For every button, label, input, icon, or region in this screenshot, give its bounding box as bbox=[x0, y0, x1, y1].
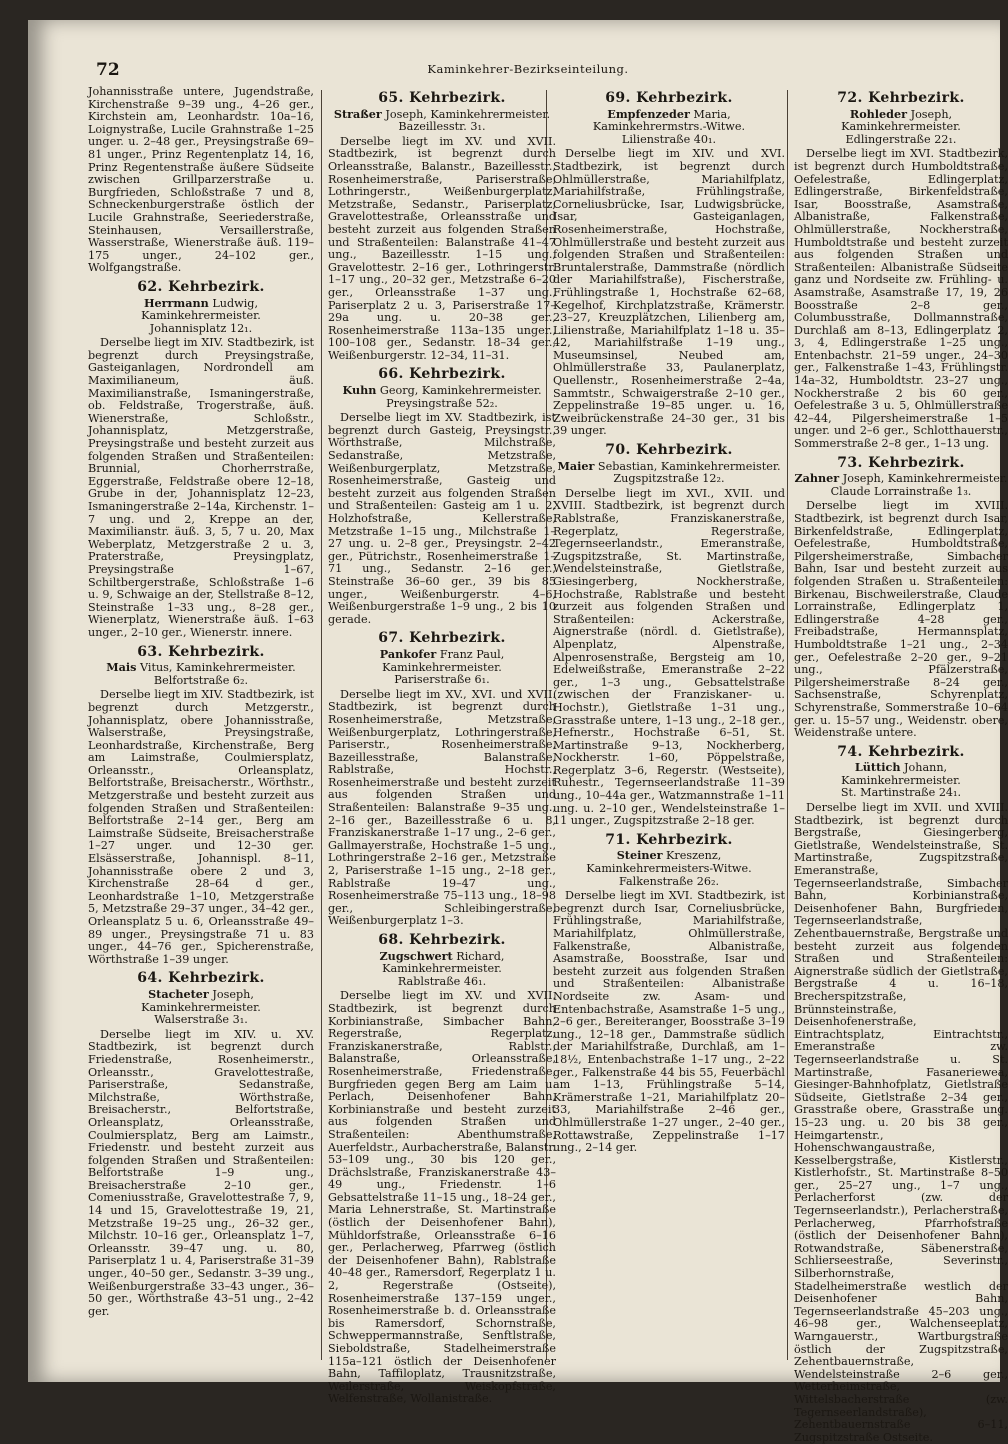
district-owner bbox=[553, 849, 785, 875]
owner-details: Georg, Kaminkehrermeister. bbox=[379, 384, 542, 398]
district-title: 72. Kehrbezirk. bbox=[837, 90, 965, 106]
district-64 bbox=[88, 972, 314, 1318]
text-column-4 bbox=[794, 86, 1008, 1444]
owner-details: Franz Paul, Kaminkehrermeister. bbox=[382, 647, 505, 674]
owner-surname: Stacheter bbox=[148, 986, 209, 1001]
district-description: Derselbe liegt im XIV. und XVI. Stadtbezirk, ist begrenzt durch Ohlmüllerstraße, Mariahilfplatz, Mariahilfstraße, Frühlingstraße, Corneliusbrücke, Isar, Ludwigsbrücke, Isar, Gasteiganlagen, Rosenheimerstraße, Hochstraße, Ohlmüllerstraße und besteht zurzeit aus folgenden Straßen und Straßenteilen: Bruntalerstraße, Dammstraße (nördlich der Mariahilfstraße), Fischerstraße, Frühlingstraße 1, Hochstraße 62–68, Kegelhof, Kirchplatzstraße, Krämerstr. 23–27, Kreuzplätzchen, Lilienberg am, Lilienstraße, Mariahilfplatz 1–18 u. 35–42, Mariahilfstraße 1–19 ung., Museumsinsel, Neubed am, Ohlmüllerstraße 33, Paulanerplatz, Quellenstr., Rosenheimerstraße 2–4a, Sammtstr., Schwaigerstraße 2–10 ger., Zeppelinstraße 19–85 unger. u. 16, Zweibrückenstraße 24–30 ger., 31 bis 39 unger. bbox=[553, 147, 785, 438]
district-69 bbox=[553, 92, 785, 438]
owner-details: Sebastian, Kaminkehrermeister. bbox=[597, 459, 781, 473]
district-description: Derselbe liegt im XVI. Stadtbezirk, ist begrenzt durch Humboldtstraße, Oefelestraße, Edlingerplatz, Edlingerstraße, Birkenfeldstraße, Isar, Boosstraße, Asamstraße, Albanistraße, Falkenstraße, Ohlmüllerstraße, Nockherstraße, Humboldtstraße und besteht zurzeit aus folgenden Straßen und Straßenteilen: Albanistraße Südseite ganz und Nordseite zw. Frühling- u. Asamstraße, Asamstraße 17, 19, 26 Boosstraße 2–8 ger., Columbusstraße, Dollmannstraße, Durchlaß am 8–13, Edlingerplatz 2, 3, 4, Edlingerstraße 1–25 ung., Entenbachstr. 21–59 unger., 24–30 ger., Falkenstraße 1–43, Frühlingstr. 14a–32, Humboldtstr. 23–27 ung., Nockherstraße 2 bis 60 ger., Oefelestraße 3 u. 5, Ohlmüllerstraße 42–44, Pilgersheimerstraße 1–5 unger. und 2–6 ger., Schlotthauerstr., Sommerstraße 2–8 ger., 1–13 ung. bbox=[794, 147, 1008, 451]
district-owner bbox=[88, 297, 314, 323]
district-address: Belfortstraße 6₂. bbox=[153, 673, 249, 687]
district-description: Derselbe liegt im XVI., XVII. und XVIII. Stadtbezirk, ist begrenzt durch Rablstraße, Franziskanerstraße, Regerplatz, Regerstraße, Tegernseerlandstr., Emeranstraße, Zugspitzstraße, St. Martinstraße, Wendelsteinstraße, Gietlstraße, Giesingerberg, Nockherstraße, Hochstraße, Rablstraße und besteht zurzeit aus folgenden Straßen und Straßenteilen: Ackerstraße, Aignerstraße (nördl. d. Gietlstraße), Alpenplatz, Alpenstraße, Alpenrosenstraße, Bergsteig am 10, Edelweißstraße, Emeranstraße 2–22 ger., 1–3 ung., Gebsattelstraße (zwischen der Franziskaner- u. Hochstr.), Gietlstraße 1–31 ung., Grasstraße untere, 1–13 ung., 2–18 ger., Hefnerstr., Hochstraße 6–51, St. Martinstraße 9–13, Nockherberg, Nockherstr. 1–60, Pöppelstraße, Regerplatz 3–6, Regerstr. (Westseite), Ruhestr., Tegernseerlandstraße 11–39 ung., 10–44a ger., Watzmannstraße 1–11 ung. u. 2–10 ger., Wendelsteinstraße 1–11 unger., Zugspitzstraße 2–18 ger. bbox=[553, 486, 785, 828]
district-title: 74. Kehrbezirk. bbox=[837, 743, 965, 760]
district-description: Derselbe liegt im XVIII. Stadtbezirk, ist begrenzt durch Isar, Birkenfeldstraße, Edlingerplatz, Oefelestraße, Humboldtstraße, Pilgersheimerstraße, Simbacher Bahn, Isar und besteht zurzeit aus folgenden Straßen u. Straßenteilen: Birkenau, Bischweilerstraße, Claude Lorrainstraße, Edlingerplatz 1, Edlingerstraße 4–28 ger., Freibadstraße, Hermannsplatz, Humboldtstraße 1–21 ung., 2–34 ger., Oefelestraße 2–20 ger., 9–21 ung., Pfälzerstraße, Pilgersheimerstraße 8–24 ger., Sachsenstraße, Schyrenplatz, Schyrenstraße, Sommerstraße 10–64 ger. u. 15–57 ung., Weidenstr. obere, Weidenstraße untere. bbox=[794, 499, 1008, 740]
district-description: Derselbe liegt im XV. und XVII. Stadtbezirk, ist begrenzt durch Korbinianstraße, Simbacher Bahn, Regerstraße, Regerplatz, Franziskanerstraße, Rablstr., Balanstraße, Orleansstraße, Rosenheimerstraße, Friedenstraße, Burgfrieden gegen Berg am Laim u. Perlach, Deisenhofener Bahn, Korbinianstraße und besteht zurzeit aus folgenden Straßen und Straßenteilen: Abenthumstraße, Auerfeldstr., Aurbacherstraße, Balanstr. 53–109 ung., 30 bis 120 ger., Drächslstraße, Franziskanerstraße 43–49 ung., Friedenstr. 1–6 Gebsattelstraße 11–15 ung., 18–24 ger., Maria Lehnerstraße, St. Martinstraße (östlich der Deisenhofener Bahn), Mühldorfstraße, Orleansstraße 6–16 ger., Perlacherweg, Pfarrweg (östlich der Deisenhofener Bahn), Rablstraße 40–48 ger., Ramersdorf, Regerplatz 1 u. 2, Regerstraße (Ostseite), Rosenheimerstraße 137–159 unger., Rosenheimerstraße b. d. Orleansstraße bis Ramersdorf, Schornstraße, Schweppermannstraße, Senftlstraße, Sieboldstraße, Stadelheimerstraße 115a–121 östlich der Deisenhofener Bahn, Taffiloplatz, Trausnitzstraße, Weilerstraße, Weiskopfstraße, Welfenstraße, Wollanistraße. bbox=[328, 989, 556, 1406]
district-73 bbox=[794, 454, 1008, 740]
owner-surname: Maier bbox=[557, 458, 595, 473]
district-title: 71. Kehrbezirk. bbox=[605, 831, 733, 848]
district-description: Derselbe liegt im XVII. und XVIII. Stadtbezirk, ist begrenzt durch Bergstraße, Giesingerberg, Gietlstraße, Wendelsteinstraße, St. Martinstraße, Zugspitzstraße, Emeranstraße, Tegernseerlandstraße, Simbacher Bahn, Korbinianstraße, Deisenhofener Bahn, Burgfrieden, Tegernseerlandstraße, Zehentbauernstraße, Bergstraße und besteht zurzeit aus folgenden Straßen und Straßenteilen: Aignerstraße südlich der Gietlstraße, Bergstraße 4 u. 16–18, Brecherspitzstraße, Brünnsteinstraße, Deisenhofenerstraße, Eintrachtsplatz, Eintrachtstr., Emeranstraße zw. Tegernseerlandstraße u. St. Martinstraße, Fasaneriewea, Giesinger-Bahnhofplatz, Gietlstraße Südseite, Gietlstraße 2–34 ger., Grasstraße obere, Grasstraße ung. 15–23 ung. u. 20 bis 38 ger., Heimgartenstr., Hohenschwangaustraße, Kesselbergstraße, Kistlerstr., Kistlerhofstr., St. Martinstraße 8–50 ger., 25–27 ung., 1–7 ung., Perlacherforst (zw. der Tegernseerlandstr.), Perlacherstraße, Perlacherweg, Pfarrhofstraße (östlich der Deisenhofener Bahn), Rotwandstraße, Säbenerstraße, Schlierseestraße, Severinstr., Silberhornstraße, Stadelheimerstraße westlich der Deisenhofener Bahn, Tegernseerlandstraße 45–203 ung., 46–98 ger., Walchenseeplatz, Warngauerstr., Wartburgstraße östlich der Zugspitzstraße, Zehentbauernstraße, Wendelsteinstraße 2–6 ger., Wetterheimstraße, Wittelsbacherstraße (zw. Tegernseerlandstraße), Zehentbauernstraße 6–11, Zugspitzstraße Ostseite. bbox=[794, 801, 1008, 1444]
district-68 bbox=[328, 934, 556, 1406]
owner-surname: Steiner bbox=[616, 848, 663, 863]
district-address: Zugspitzstraße 12₂. bbox=[613, 472, 725, 486]
district-70 bbox=[553, 444, 785, 828]
district-address: Edlingerstraße 22₁. bbox=[845, 132, 957, 146]
district-owner bbox=[794, 108, 1008, 134]
running-head: Kaminkehrer-Bezirkseinteilung. bbox=[427, 62, 629, 76]
district-72 bbox=[794, 92, 1008, 451]
owner-surname: Zahner bbox=[794, 471, 840, 486]
text-column-3 bbox=[553, 86, 785, 1376]
owner-details: Maria, Kaminkehrermstrs.-Witwe. bbox=[592, 107, 746, 134]
owner-details: Johann, Kaminkehrermeister. bbox=[841, 761, 961, 787]
owner-surname: Mais bbox=[106, 660, 137, 675]
continuation-text: Johannisstraße untere, Jugendstraße, Kirchenstraße 9–39 ung., 4–26 ger., Kirchstein am, Leonhardstr. 10a–16, Loignystraße, Lucile Grahnstraße 1–25 unger. u. 2–48 ger., Preysingstraße 69–81 unger., Prinz Regentenplatz 14, 16, Prinz Regentenstraße äußere Südseite zwischen Grillparzerstraße u. Burgfrieden, Schloßstraße 7 und 8, Schneckenburgerstraße östlich der Lucile Grahnstraße, Seeriederstraße, Steinhausen, Versaillerstraße, Wasserstraße, Wienerstraße äuß. 119–175 unger., 24–102 ger., Wolfgangstraße. bbox=[88, 85, 314, 275]
owner-surname: Zugschwert bbox=[379, 948, 453, 963]
district-title: 69. Kehrbezirk. bbox=[605, 90, 733, 106]
district-address: Johannisplatz 12₁. bbox=[149, 321, 253, 335]
district-address: Bazeillesstr. 3₁. bbox=[398, 120, 486, 134]
owner-surname: Empfenzeder bbox=[607, 106, 690, 121]
district-74 bbox=[794, 743, 1008, 1444]
owner-surname: Kuhn bbox=[342, 383, 377, 398]
district-title: 62. Kehrbezirk. bbox=[137, 278, 265, 295]
owner-details: Vitus, Kaminkehrermeister. bbox=[140, 661, 296, 675]
district-65 bbox=[328, 92, 556, 362]
district-owner bbox=[794, 761, 1008, 787]
owner-details: Kreszenz, Kaminkehrermeisters-Witwe. bbox=[586, 849, 752, 876]
district-description: Derselbe liegt im XV. und XVII. Stadtbezirk, ist begrenzt durch Orleansstraße, Balanstr., Bazeillesstr., Rosenheimerstraße, Pariserstraße, Lothringerstr., Weißenburgerplatz, Metzstraße, Sedanstr., Pariserplatz, Gravelottestraße, Orleansstraße und besteht zurzeit aus folgenden Straßen und Straßenteilen: Balanstraße 41–47 ung., Bazeillesstr. 1–15 ung., Gravelottestr. 2–16 ger., Lothringerstr. 1–17 ung., 20–32 ger., Metzstraße 6–20 ger., Orleansstraße 1–37 ung., Pariserplatz 2 u. 3, Pariserstraße 17–29a ung. u. 20–38 ger., Rosenheimerstraße 113a–135 unger., 100–108 ger., Sedanstr. 18–34 ger., Weißenburgerstr. 12–34, 11–31. bbox=[328, 134, 556, 362]
district-owner bbox=[328, 108, 556, 122]
owner-surname: Pankofer bbox=[379, 646, 437, 661]
district-description: Derselbe liegt im XVI. Stadtbezirk, ist begrenzt durch Isar, Corneliusbrücke, Frühlingstraße, Mariahilfstraße, Mariahilfplatz, Ohlmüllerstraße, Falkenstraße, Albanistraße, Asamstraße, Boosstraße, Isar und besteht zurzeit aus folgenden Straßen und Straßenteilen: Albanistraße Nordseite zw. Asam- und Entenbachstraße, Asamstraße 1–5 ung., 2–6 ger., Bereiteranger, Boosstraße 3–19 ung., 12–18 ger., Dammstraße südlich der Mariahilfstraße, Durchlaß, am 1–18½, Entenbachstraße 1–17 ung., 2–22 ger., Falkenstraße 44 bis 55, Feuerbächl am 1–13, Frühlingstraße 5–14, Krämerstraße 1–21, Mariahilfplatz 20–33, Mariahilfstraße 2–46 ger., Ohlmüllerstraße 1–27 unger., 2–40 ger., Rottawstraße, Zeppelinstraße 1–17 ung., 2–14 ger. bbox=[553, 889, 785, 1155]
owner-details: Joseph, Kaminkehrermeister. bbox=[141, 987, 261, 1014]
text-column-1 bbox=[88, 86, 314, 1376]
district-description: Derselbe liegt im XV., XVI. und XVII. Stadtbezirk, ist begrenzt durch Rosenheimerstraße, Metzstraße, Weißenburgerplatz, Lothringerstraße, Pariserstr., Rosenheimerstraße, Bazeillesstraße, Balanstraße, Rablstraße, Hochstr., Rosenheimerstraße und besteht zurzeit aus folgenden Straßen und Straßenteilen: Balanstraße 9–35 ung., 2–16 ger., Bazeillesstraße 6 u. 8, Franziskanerstraße 1–17 ung., 2–6 ger., Gallmayerstraße, Hochstraße 1–5 ung., Lothringerstraße 2–16 ger., Metzstraße 2, Pariserstraße 1–15 ung., 2–18 ger., Rablstraße 19–47 ung., Rosenheimerstraße 75–113 ung., 18–98 ger., Schleibingerstraße, Weißenburgerplatz 1–3. bbox=[328, 687, 556, 928]
owner-surname: Straßer bbox=[333, 106, 382, 121]
text-column-2 bbox=[328, 86, 556, 1406]
owner-details: Joseph, Kaminkehrermeister. bbox=[841, 107, 961, 134]
book-page bbox=[28, 20, 1008, 1444]
owner-details: Richard, Kaminkehrermeister. bbox=[382, 949, 505, 976]
district-description: Derselbe liegt im XIV. Stadtbezirk, ist begrenzt durch Preysingstraße, Gasteiganlagen, Nordrondell am Maximilianeum, äuß. Maximilianstraße, Ismaningerstraße, ob. Feldstraße, Trogerstraße, äuß. Wienerstraße, Schloßstr., Johannisplatz, Metzgerstraße, Preysingstraße und besteht zurzeit aus folgenden Straßen und Straßenteilen: Brunnial, Chorherrstraße, Eggerstraße, Feldstraße obere 12–18, Grube in der, Johannisplatz 12–23, Ismaningerstraße 2–14a, Kirchenstr. 1–7 ung. und 2, Kreppe an der, Maximilianstr. äuß. 3, 5, 7 u. 20, Max Weberplatz, Metzgerstraße 2 u. 3, Praterstraße, Preysingplatz, Preysingstraße 1–67, Schiltbergerstraße, Schloßstraße 1–6 u. 9, Schwaige an der, Stellstraße 8–12, Steinstraße 1–33 ung., 8–28 ger., Wienerplatz, Wienerstraße äuß. 1–63 unger., 2–10 ger., Wienerstr. innere. bbox=[88, 336, 314, 639]
district-owner bbox=[328, 648, 556, 674]
district-62 bbox=[88, 278, 314, 640]
district-title: 64. Kehrbezirk. bbox=[137, 970, 265, 987]
district-71 bbox=[553, 831, 785, 1155]
district-title: 67. Kehrbezirk. bbox=[378, 630, 506, 647]
owner-surname: Herrmann bbox=[143, 295, 209, 310]
district-title: 73. Kehrbezirk. bbox=[837, 454, 965, 471]
owner-details: Ludwig, Kaminkehrermeister. bbox=[141, 296, 261, 323]
district-address: St. Martinstraße 24₁. bbox=[840, 786, 962, 800]
district-address: Preysingstraße 52₂. bbox=[386, 396, 498, 410]
district-address: Rablstraße 46₁. bbox=[397, 974, 487, 988]
district-owner bbox=[553, 108, 785, 134]
district-address: Walserstraße 3₁. bbox=[154, 1013, 248, 1027]
district-owner bbox=[88, 661, 314, 675]
district-address: Claude Lorrainstraße 1₃. bbox=[830, 484, 972, 498]
district-description: Derselbe liegt im XV. Stadtbezirk, ist begrenzt durch Gasteig, Preysingstr., Wörthstraße, Milchstraße, Sedanstraße, Metzstraße, Weißenburgerplatz, Metzstraße, Rosenheimerstraße, Gasteig und besteht zurzeit aus folgenden Straßen und Straßenteilen: Gasteig am 1 u. 2, Holzhofstraße, Kellerstraße, Metzstraße 1–15 ung., Milchstraße 1–27 ung. u. 2–8 ger., Preysingstr. 2–42 ger., Pütrichstr., Rosenheimerstraße 1–71 ung., Sedanstr. 2–16 ger., Steinstraße 36–60 ger., 39 bis 85 unger., Weißenburgerstr. 4–6, Weißenburgerstraße 1–9 ung., 2 bis 10 gerade. bbox=[328, 411, 556, 626]
district-title: 66. Kehrbezirk. bbox=[378, 366, 506, 383]
district-67 bbox=[328, 632, 556, 928]
district-owner bbox=[328, 950, 556, 976]
district-title: 70. Kehrbezirk. bbox=[605, 442, 733, 459]
owner-surname: Lüttich bbox=[854, 760, 901, 775]
column-rule bbox=[321, 90, 322, 1360]
district-63 bbox=[88, 643, 314, 967]
district-owner bbox=[553, 460, 785, 474]
page-number: 72 bbox=[96, 60, 120, 80]
district-address: Lilienstraße 40₁. bbox=[621, 132, 717, 146]
owner-surname: Rohleder bbox=[849, 106, 908, 121]
district-owner bbox=[794, 472, 1008, 486]
district-title: 63. Kehrbezirk. bbox=[137, 643, 265, 660]
district-description: Derselbe liegt im XIV. u. XV. Stadtbezirk, ist begrenzt durch Friedenstraße, Rosenheimerstr., Orleansstr., Gravelottestraße, Pariserstraße, Sedanstraße, Milchstraße, Wörthstraße, Breisacherstr., Belfortstraße, Orleansplatz, Orleansstraße, Coulmiersplatz, Berg am Laimstr., Friedenstr. und besteht zurzeit aus folgenden Straßen und Straßenteilen: Belfortstraße 1–9 ung., Breisacherstraße 2–10 ger., Comeniusstraße, Gravelottestraße 7, 9, 14 und 15, Gravelottestraße 19, 21, Metzstraße 19–25 ung., 26–32 ger., Milchstr. 10–16 ger., Orleansplatz 1–7, Orleansstr. 39–47 ung. u. 80, Pariserplatz 1 u. 4, Pariserstraße 31–39 unger., 40–50 ger., Sedanstr. 3–39 ung., Weißenburgerstraße 33–43 unger., 36–50 ger., Wörthstraße 43–51 ung., 2–42 ger. bbox=[88, 1027, 314, 1318]
column-rule bbox=[787, 90, 788, 1360]
district-address: Falkenstraße 26₂. bbox=[618, 874, 720, 888]
district-owner bbox=[88, 988, 314, 1014]
district-description: Derselbe liegt im XIV. Stadtbezirk, ist begrenzt durch Metzgerstr., Johannisplatz, obere Johannisstraße, Walserstraße, Preysingstraße, Leonhardstraße, Kirchenstraße, Berg am Laimstraße, Coulmiersplatz, Orleansstr., Orleansplatz, Belfortstraße, Breisacherstr., Wörthstr., Metzgerstraße und besteht zurzeit aus folgenden Straßen und Straßenteilen: Belfortstraße 2–14 ger., Berg am Laimstraße Südseite, Breisacherstraße 1–27 unger. und 12–30 ger. Elsässerstraße, Johannispl. 8–11, Johannisstraße obere 2 und 3, Kirchenstraße 28–64 d ger., Leonhardstraße 1–10, Metzgerstraße 5, Metzstraße 29–37 unger., 34–42 ger., Orleansplatz 5 u. 6, Orleansstraße 49–89 unger., Preysingstraße 71 u. 83 unger., 44–76 ger., Spicherenstraße, Wörthstraße 1–39 unger. bbox=[88, 688, 314, 966]
district-66 bbox=[328, 368, 556, 626]
district-address: Pariserstraße 6₁. bbox=[394, 673, 490, 687]
district-title: 68. Kehrbezirk. bbox=[378, 932, 506, 948]
district-title: 65. Kehrbezirk. bbox=[378, 90, 506, 106]
owner-details: Joseph, Kaminkehrermeister. bbox=[385, 107, 551, 121]
district-owner bbox=[328, 384, 556, 398]
owner-details: Joseph, Kaminkehrermeister. bbox=[842, 472, 1008, 486]
